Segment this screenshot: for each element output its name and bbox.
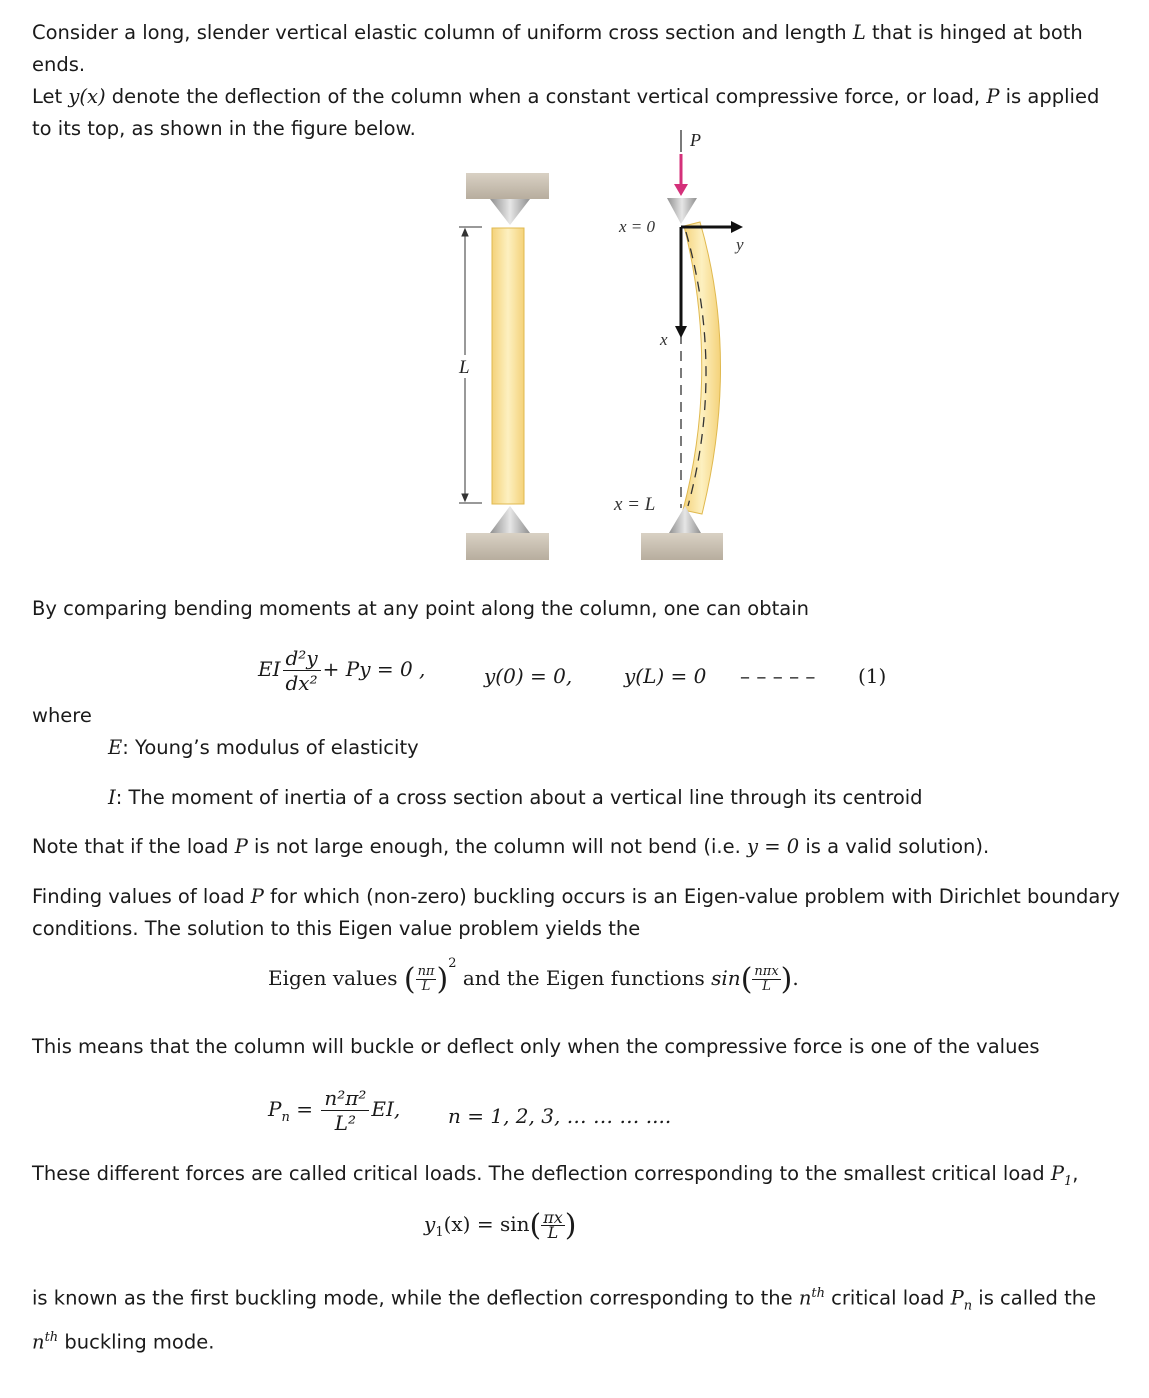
load-arrow	[674, 154, 688, 196]
eigen-statement: Eigen values ( $\frac{n\pi}{L}$ )$^2$ and the Eigen functions sin( nπx L ).	[268, 956, 799, 997]
buckle-text: This means that the column will buckle or deflect only when the compressive force is one of the values	[32, 1035, 1040, 1058]
n-values: n = 1, 2, 3, … … … ....	[448, 1104, 672, 1128]
column-figure	[0, 0, 1149, 600]
label-x0: x = 0	[619, 217, 656, 236]
equation-1: EI $\frac{\text{d²y}}{\text{dx²}}$ + Py = 0 ,	[258, 646, 426, 695]
label-x: x	[660, 330, 668, 349]
closing-text: is known as the first buckling mode, while the deflection corresponding to the $n^{th}$ critical load $P_n$ is called the $n^{th}$ buckling mode.	[32, 1286, 1097, 1354]
left-top-base	[466, 173, 549, 199]
right-bottom-base	[641, 533, 723, 560]
label-L: L	[459, 357, 470, 378]
left-top-support	[490, 199, 530, 225]
equation-tag: (1)	[858, 664, 887, 688]
finding-text: Finding values of load P for which (non-zero) buckling occurs is an Eigen-value problem with Dirichlet boundary conditions. The solution to this Eigen value problem yields the	[32, 885, 1120, 940]
definition-E: E: Young’s modulus of elasticity	[108, 736, 419, 759]
boundary-condition-2: y(L) = 0	[624, 664, 707, 688]
where-label: where	[32, 704, 92, 727]
left-bottom-support	[490, 506, 530, 533]
label-xL: x = L	[614, 494, 656, 515]
definition-I: I: The moment of inertia of a cross section about a vertical line through its centroid	[108, 786, 923, 809]
second-derivative: $\frac{\text{d²y}}{\text{dx²}}$	[283, 646, 321, 695]
note-text: Note that if the load P is not large enough, the column will not bend (i.e. y = 0 is a valid solution).	[32, 835, 990, 858]
intro-line2: Let y(x) denote the deflection of the column when a constant vertical compressive force, or load, P is applied	[32, 85, 1100, 108]
label-y: y	[736, 235, 744, 254]
buckled-column	[683, 222, 721, 514]
first-mode-equation: $y_1(x) = \sin$( $\frac{\pi x}{L}$ )	[424, 1208, 577, 1243]
right-top-support	[667, 198, 697, 224]
eigen-value-fraction: $\frac{n\pi}{L}$	[417, 964, 435, 994]
critical-load-fraction: $\frac{\text{n²π²}}{\text{L²}}$	[321, 1086, 369, 1135]
critical-load-equation: $P_n$ = $\frac{\text{n²π²}}{\text{L²}}$ EI,	[268, 1086, 401, 1135]
eigen-function-fraction: nπx L	[754, 964, 779, 994]
left-bottom-base	[466, 533, 549, 560]
bending-text: By comparing bending moments at any point along the column, one can obtain	[32, 597, 809, 620]
boundary-condition-1: y(0) = 0,	[484, 664, 573, 688]
equation-dashes: – – – – –	[740, 664, 816, 688]
intro-line1: Consider a long, slender vertical elastic column of uniform cross section and length L that is hinged at both ends.	[32, 21, 1083, 76]
first-mode-fraction: $\frac{\pi x}{L}$	[543, 1208, 563, 1242]
critical-text: These different forces are called critical loads. The deflection corresponding to the smallest critical load $P_1$,	[32, 1162, 1079, 1189]
left-column	[492, 228, 524, 504]
intro-line3: to its top, as shown in the figure below.	[32, 117, 416, 140]
label-P: P	[690, 130, 701, 150]
